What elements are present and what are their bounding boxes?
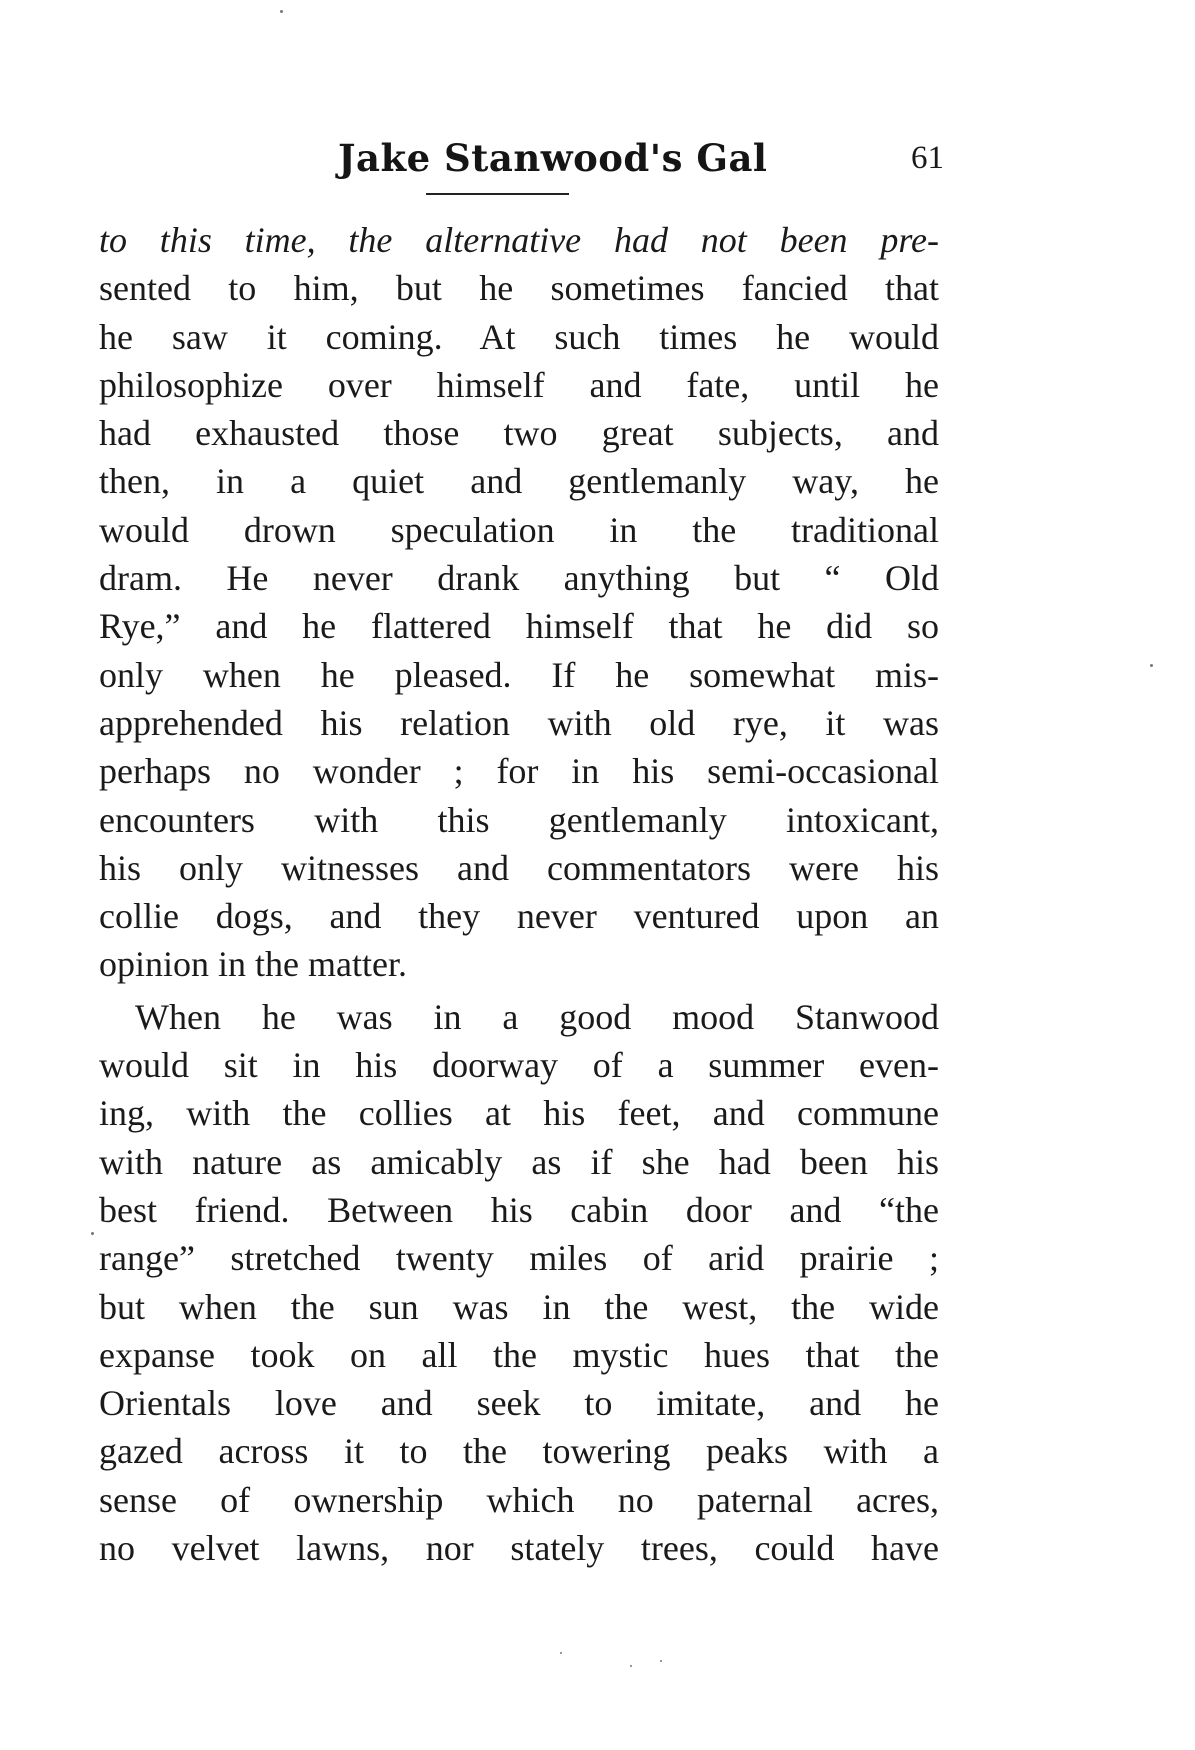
text-line: but when the sun was in the west, the wide: [99, 1286, 939, 1327]
body-text: [99, 216, 939, 1572]
text-line: would sit in his doorway of a summer even-: [99, 1045, 939, 1086]
text-line: to this time, the alternative had not been pre-: [99, 220, 939, 260]
text-line: would drown speculation in the traditional: [99, 509, 939, 550]
text-line: with nature as amicably as if she had been his: [99, 1141, 939, 1182]
text-line: apprehended his relation with old rye, it was: [99, 702, 939, 743]
text-line: no velvet lawns, nor stately trees, could have: [99, 1528, 939, 1569]
text-line: dram. He never drank anything but “ Old: [99, 558, 939, 599]
text-line: he saw it coming. At such times he would: [99, 316, 939, 357]
scan-speck: [1150, 664, 1153, 667]
text-line: best friend. Between his cabin door and “the: [99, 1189, 939, 1230]
text-line: sented to him, but he sometimes fancied that: [99, 268, 939, 309]
text-line: Orientals love and seek to imitate, and he: [99, 1383, 939, 1424]
text-line: collie dogs, and they never ventured upon an: [99, 896, 939, 937]
text-line: perhaps no wonder ; for in his semi-occasional: [99, 751, 939, 792]
running-head: [0, 136, 1195, 188]
running-title: Jake Stanwood's Gal: [338, 136, 768, 180]
page-number: 61: [911, 140, 944, 176]
text-line: encounters with this gentlemanly intoxicant,: [99, 799, 939, 840]
text-line: sense of ownership which no paternal acres,: [99, 1479, 939, 1520]
scan-speck: [280, 10, 283, 13]
text-line: philosophize over himself and fate, until he: [99, 364, 939, 405]
text-line: had exhausted those two great subjects, and: [99, 413, 939, 454]
text-line: then, in a quiet and gentlemanly way, he: [99, 461, 939, 502]
text-line: When he was in a good mood Stanwood: [135, 996, 939, 1037]
scan-speck: [660, 1660, 662, 1662]
scan-speck: [560, 1652, 562, 1654]
text-line: ing, with the collies at his feet, and commune: [99, 1093, 939, 1134]
header-rule: [426, 193, 569, 195]
text-line: only when he pleased. If he somewhat mis-: [99, 654, 939, 695]
text-line: Rye,” and he flattered himself that he did so: [99, 606, 939, 647]
text-line: range” stretched twenty miles of arid prairie ;: [99, 1238, 939, 1279]
text-line: opinion in the matter.: [99, 944, 407, 985]
scan-speck: [630, 1665, 632, 1667]
text-line: gazed across it to the towering peaks with a: [99, 1431, 939, 1472]
text-line: expanse took on all the mystic hues that the: [99, 1334, 939, 1375]
scan-speck: [91, 1232, 94, 1235]
text-line: his only witnesses and commentators were his: [99, 847, 939, 888]
